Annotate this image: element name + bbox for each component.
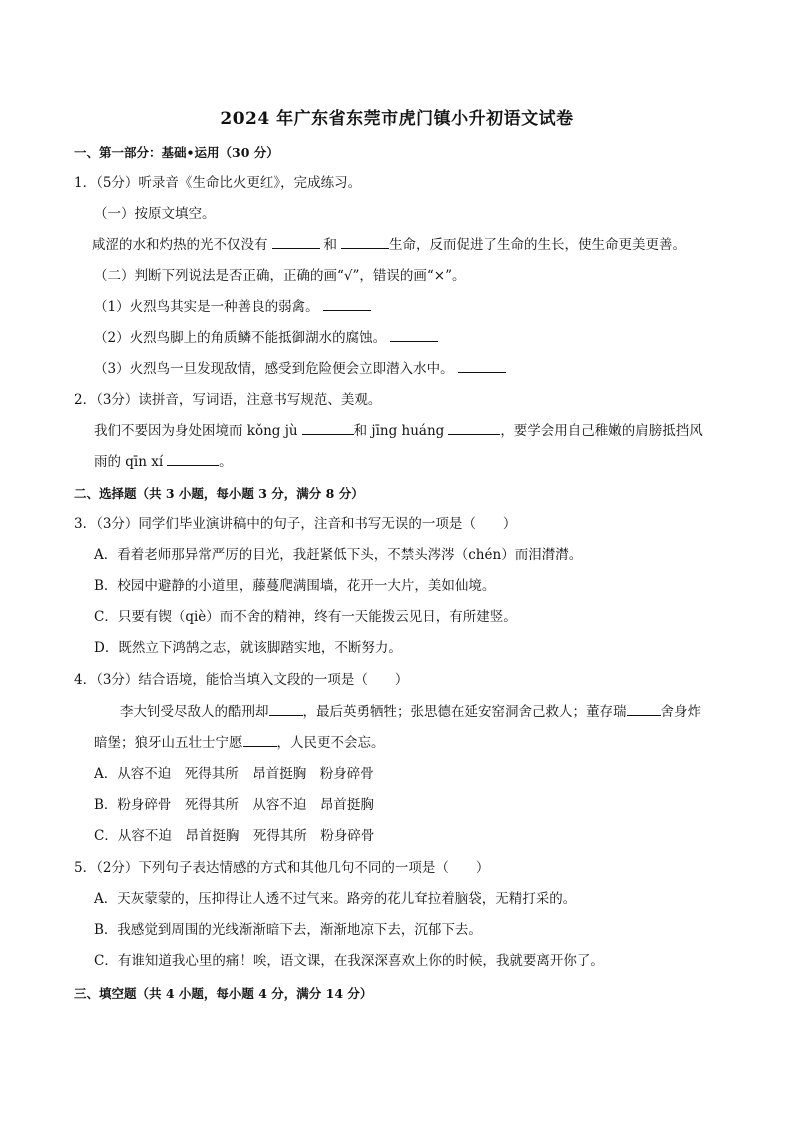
question-3-option-c[interactable]: C．只要有锲（qiè）而不舍的精神，终有一天能拨云见日，有所建竖。: [94, 609, 517, 625]
passage-text: 舍身炸: [660, 704, 701, 720]
fill-text-b: 和: [323, 237, 337, 253]
question-1-item-1: [94, 297, 371, 317]
exam-title: 2024 年广东省东莞市虎门镇小升初语文试卷: [220, 109, 574, 129]
question-1-sub1: （一）按原文填空。: [94, 206, 216, 222]
item-text: （2）火烈鸟脚上的角质鳞不能抵御湖水的腐蚀。: [94, 330, 387, 346]
passage-text: ，人民更不会忘。: [276, 735, 385, 751]
answer-blank[interactable]: [302, 421, 354, 435]
question-1-fill-line: [92, 235, 686, 255]
pinyin-text: 和 jīng huáng: [353, 423, 445, 439]
passage-text: ，最后英勇牺牲；张思德在延安窑洞舍己救人；董存瑞: [302, 704, 627, 720]
answer-blank[interactable]: [272, 235, 320, 249]
question-2-line-1: [94, 421, 703, 441]
question-4-option-c[interactable]: C．从容不迫 昂首挺胸 死得其所 粉身碎骨: [94, 828, 375, 844]
item-text: （3）火烈鸟一旦发现敌情，感受到危险便会立即潜入水中。: [94, 361, 454, 377]
answer-blank[interactable]: [243, 733, 277, 747]
answer-blank[interactable]: [390, 328, 438, 342]
question-5-option-b[interactable]: B．我感觉到周围的光线渐渐暗下去，渐渐地凉下去，沉郁下去。: [94, 922, 482, 938]
section-heading-part2: 二、选择题（共 3 小题，每小题 3 分，满分 8 分）: [74, 486, 364, 501]
answer-blank[interactable]: [323, 297, 371, 311]
section-heading-part1: 一、第一部分：基础•运用（30 分）: [74, 145, 279, 160]
question-4-option-a[interactable]: A．从容不迫 死得其所 昂首挺胸 粉身碎骨: [94, 766, 374, 782]
question-4-stem: 4．（3分）结合语境，能恰当填入文段的一项是（ ）: [74, 672, 409, 688]
question-3-stem: 3．（3分）同学们毕业演讲稿中的句子，注音和书写无误的一项是（ ）: [74, 516, 517, 532]
question-5-option-c[interactable]: C．有谁知道我心里的痛！唉，语文课，在我深深喜欢上你的时候，我就要离开你了。: [94, 953, 604, 969]
section-heading-part3: 三、填空题（共 4 小题，每小题 4 分，满分 14 分）: [74, 986, 373, 1001]
answer-blank[interactable]: [627, 702, 661, 716]
sentence-text: 。: [219, 454, 233, 470]
question-3-option-d[interactable]: D．既然立下鸿鹄之志，就该脚踏实地，不断努力。: [94, 640, 402, 656]
question-1-stem: 1．（5分）听录音《生命比火更红》，完成练习。: [74, 175, 362, 191]
question-4-option-b[interactable]: B．粉身碎骨 死得其所 从容不迫 昂首挺胸: [94, 797, 374, 813]
item-text: （1）火烈鸟其实是一种善良的弱禽。: [94, 299, 319, 315]
question-4-passage-line-2: [94, 733, 385, 753]
answer-blank[interactable]: [167, 452, 219, 466]
question-1-sub2: （二）判断下列说法是否正确，正确的画“√”，错误的画“×”。: [94, 268, 466, 284]
answer-blank[interactable]: [448, 421, 500, 435]
question-5-option-a[interactable]: A．天灰蒙蒙的，压抑得让人透不过气来。路旁的花儿耷拉着脑袋，无精打采的。: [94, 891, 577, 907]
question-3-option-b[interactable]: B．校园中避静的小道里，藤蔓爬满围墙，花开一大片，美如仙境。: [94, 578, 496, 594]
answer-blank[interactable]: [341, 235, 389, 249]
fill-text-a: 咸涩的水和灼热的光不仅没有: [92, 237, 268, 253]
pinyin-text: 我们不要因为身处困境而 kǒng jù: [94, 423, 298, 439]
question-3-option-a[interactable]: A．看着老师那异常严厉的目光，我赶紧低下头，不禁头涔涔（chén）而泪潸潸。: [94, 547, 583, 563]
answer-blank[interactable]: [269, 702, 303, 716]
question-4-passage-line-1: [120, 702, 701, 722]
question-1-item-2: [94, 328, 438, 348]
sentence-text: ，要学会用自己稚嫩的肩膀抵挡风: [500, 423, 703, 439]
question-2-line-2: [94, 452, 233, 472]
passage-text: 李大钊受尽敌人的酷刑却: [120, 704, 269, 720]
question-5-stem: 5．（2分）下列句子表达情感的方式和其他几句不同的一项是（ ）: [74, 860, 490, 876]
question-2-stem: 2．（3分）读拼音，写词语，注意书写规范、美观。: [74, 392, 382, 408]
answer-blank[interactable]: [458, 359, 506, 373]
passage-text: 暗堡；狼牙山五壮士宁愿: [94, 735, 243, 751]
fill-text-c: 生命，反而促进了生命的生长，使生命更美更善。: [389, 237, 686, 253]
question-1-item-3: [94, 359, 506, 379]
pinyin-text: 雨的 qīn xí: [94, 454, 164, 470]
